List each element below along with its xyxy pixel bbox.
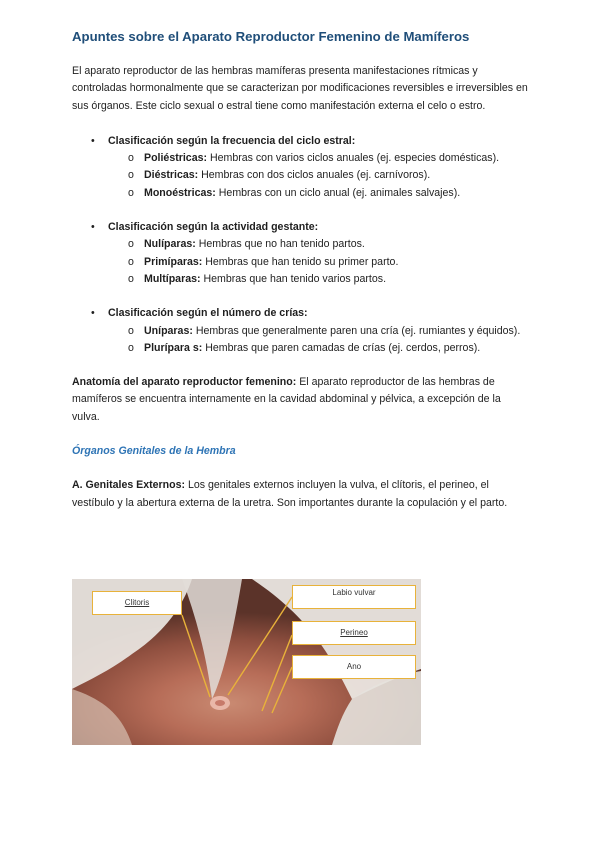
sub-term: Multíparas:	[144, 272, 201, 285]
sub-text: Hembras con un ciclo anual (ej. animales salvajes).	[215, 186, 461, 199]
sub-item	[72, 236, 528, 253]
sub-text: Hembras que han tenido su primer parto.	[202, 255, 399, 268]
bullet-heading: Clasificación según la frecuencia del ciclo estral:	[108, 134, 356, 147]
sub-text: Hembras que paren camadas de crías (ej. cerdos, perros).	[202, 341, 481, 354]
bullet-icon: •	[91, 134, 95, 147]
sub-item	[72, 254, 528, 271]
sub-term: Uníparas:	[144, 324, 193, 337]
bullet-item	[72, 219, 528, 236]
document-page	[72, 28, 528, 512]
anatomy-term: Anatomía del aparato reproductor femenino:	[72, 376, 297, 389]
sub-term: Plurípara s:	[144, 341, 203, 354]
bullet-heading: Clasificación según la actividad gestante:	[108, 221, 319, 234]
sub-term: Poliéstricas:	[144, 152, 208, 165]
sub-text: Hembras que han tenido varios partos.	[200, 272, 387, 285]
sub-text: Hembras con varios ciclos anuales (ej. especies domésticas).	[207, 152, 500, 165]
circle-bullet-icon: o	[128, 186, 134, 199]
section-title: Órganos Genitales de la Hembra	[72, 445, 236, 458]
sub-item	[72, 167, 528, 184]
external-genitals-paragraph	[72, 477, 528, 512]
sub-item	[72, 271, 528, 288]
circle-bullet-icon: o	[128, 324, 134, 337]
circle-bullet-icon: o	[128, 152, 134, 165]
classification-gestation	[72, 219, 528, 288]
classification-offspring	[72, 305, 528, 357]
sub-term: Diéstricas:	[144, 169, 199, 182]
sub-item	[72, 150, 528, 167]
label-ano: Ano	[292, 655, 416, 679]
circle-bullet-icon: o	[128, 341, 134, 354]
anatomy-paragraph	[72, 374, 528, 426]
label-perineo: Perineo	[292, 621, 416, 645]
sub-item	[72, 323, 528, 340]
anatomy-text: El aparato reproductor de las hembras de mamíferos se encuentra internamente en la cavidad abdominal y pélvica, a excepción de la vulva.	[72, 376, 501, 423]
page-title: Apuntes sobre el Aparato Reproductor Femenino de Mamíferos	[72, 29, 470, 44]
anatomy-figure	[72, 579, 421, 745]
sub-term: Nulíparas:	[144, 238, 196, 251]
label-labio-vulvar: Labio vulvar	[292, 585, 416, 609]
circle-bullet-icon: o	[128, 272, 134, 285]
bullet-icon: •	[91, 221, 95, 234]
external-text: Los genitales externos incluyen la vulva, el clítoris, el perineo, el vestíbulo y la abertura externa de la uretra. Son importantes durante la copulación y el parto.	[72, 479, 508, 509]
bullet-item	[72, 133, 528, 150]
circle-bullet-icon: o	[128, 238, 134, 251]
sub-text: Hembras con dos ciclos anuales (ej. carnívoros).	[198, 169, 431, 182]
circle-bullet-icon: o	[128, 255, 134, 268]
bullet-item	[72, 305, 528, 322]
classification-frequency	[72, 133, 528, 202]
circle-bullet-icon: o	[128, 169, 134, 182]
sub-term: Primíparas:	[144, 255, 203, 268]
sub-item	[72, 340, 528, 357]
sub-text: Hembras que generalmente paren una cría (ej. rumiantes y équidos).	[192, 324, 521, 337]
sub-item	[72, 185, 528, 202]
external-term: A. Genitales Externos:	[72, 479, 186, 492]
sub-text: Hembras que no han tenido partos.	[195, 238, 365, 251]
bullet-icon: •	[91, 307, 95, 320]
intro-paragraph: El aparato reproductor de las hembras mamíferas presenta manifestaciones rítmicas y controladas hormonalmente que se caracterizan por modificaciones reversibles e irreversibles en sus órganos. Este ciclo sexual o estral tiene como manifestación externa el celo o estro.	[72, 65, 528, 112]
bullet-heading: Clasificación según el número de crías:	[108, 307, 308, 320]
label-clitoris: Clitoris	[92, 591, 182, 615]
sub-term: Monoéstricas:	[144, 186, 216, 199]
